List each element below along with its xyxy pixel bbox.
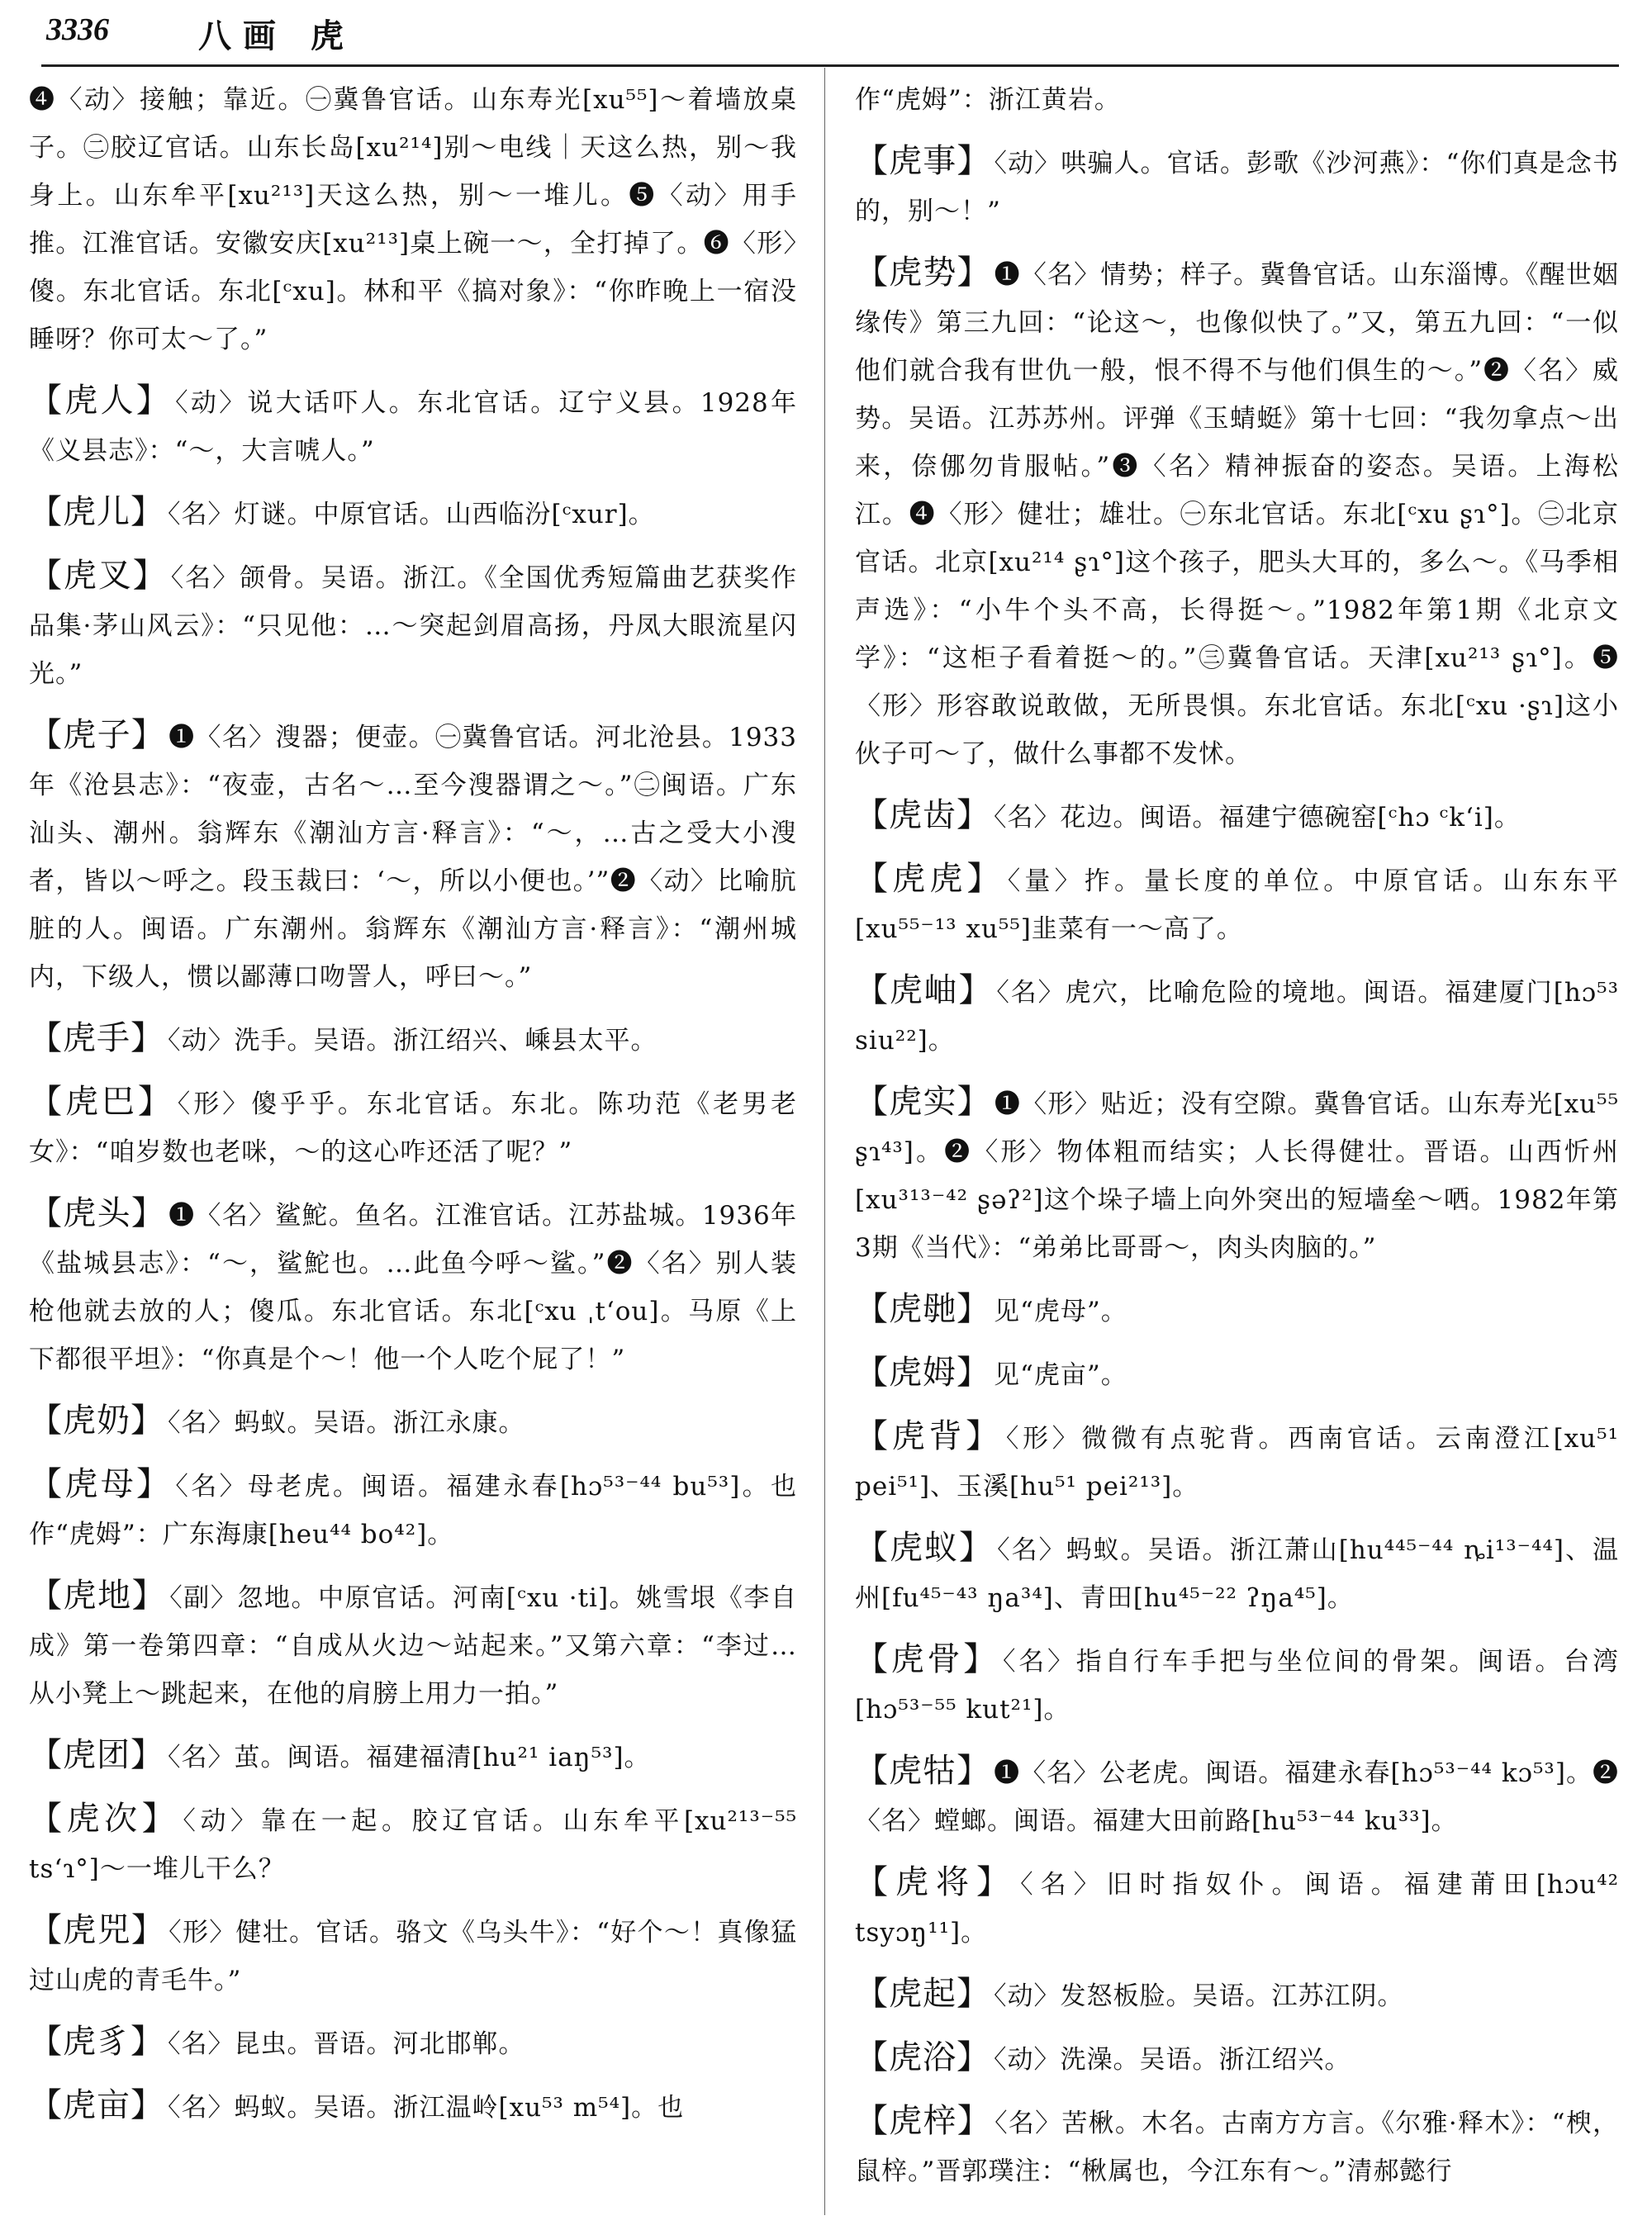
entry-headword: 【虎亩】 [29,2086,164,2124]
entry-headword: 【虎姆】 [855,1354,990,1392]
entry-headword: 【虎梓】 [855,2102,992,2140]
entry-headword: 【虎地】 [29,1577,167,1615]
entry-definition: ❶〈名〉情势；样子。冀鲁官话。山东淄博。《醒世姻缘传》第三九回：“论这～，也像似快了。”又，第五九回：“一似他们就合我有世仇一般，恨不得不与他们俱生的～。”❷〈名〉威势。吴语。江苏苏州。评弹《玉蜻蜓》第十七回：“我勿拿点～出来，倷㑚勿肯服帖。”❸〈名〉精神振奋的姿态。吴语。上海松江。❹〈形〉健壮；雄壮。㊀东北官话。东北[ᶜxu ʂɿ°]。㊁北京官话。北京[xu²¹⁴ ʂɿ°]这个孩子，肥头大耳的，多么～。《马季相声选》：“小牛个头不高，长得挺～。”1982年第1期《北京文学》：“这柜子看着挺～的。”㊂冀鲁官话。天津[xu²¹³ ʂɿ°]。❺〈形〉形容敢说敢做，无所畏惧。东北官话。东北[ᶜxu ·ʂɿ]这小伙子可～了，做什么事都不发怵。 [855,260,1619,769]
dictionary-entry [855,1412,1619,1511]
entry-headword: 【虎叉】 [29,557,168,595]
entry-headword: 【虎将】 [855,1863,1018,1901]
entry-definition: 〈名〉灯谜。中原官话。山西临汾[ᶜxur]。 [168,500,655,529]
dictionary-entry [855,1524,1619,1622]
entry-headword: 【虎豸】 [29,2023,164,2061]
entry-headword: 【虎骨】 [855,1640,999,1678]
entry-headword: 【虎势】 [855,254,991,292]
entry-headword: 【虎虎】 [855,860,1004,898]
dictionary-entry [855,249,1619,778]
entry-definition: ❶〈名〉鲨鮀。鱼名。江淮官话。江苏盐城。1936年《盐城县志》：“～，鲨鮀也。…此鱼今呼～鲨。”❷〈名〉别人装枪他就去放的人；傻瓜。东北官话。东北[ᶜxu ˌtʻou]。马原《上下都很平坦》：“你真是个～！他一个人吃个屁了！” [29,1201,797,1374]
dictionary-entry [855,1858,1619,1957]
entry-definition: 〈量〉拃。量长度的单位。中原官话。山东东平[xu⁵⁵⁻¹³ xu⁵⁵]韭菜有一～高了。 [855,866,1619,944]
entry-definition: 〈副〉忽地。中原官话。河南[ᶜxu ·ti]。姚雪垠《李自成》第一卷第四章：“自成从火边～站起来。”又第六章：“李过…从小凳上～跳起来，在他的肩膀上用力一拍。” [29,1583,797,1709]
entry-definition: 〈动〉靠在一起。胶辽官话。山东牟平[xu²¹³⁻⁵⁵ tsʻɿ°]～一堆儿干么？ [29,1806,797,1884]
entry-definition: 〈名〉虎穴，比喻危险的境地。闽语。福建厦门[hɔ⁵³ siu²²]。 [855,978,1619,1056]
entry-definition: 〈形〉健壮。官话。骆文《乌头牛》：“好个～！真像猛过山虎的青毛牛。” [29,1918,797,1995]
dictionary-entry [855,1747,1619,1845]
entry-headword: 【虎巴】 [29,1083,174,1121]
dictionary-entry [29,76,797,363]
entry-headword: 【虎手】 [29,1019,164,1057]
dictionary-entry [29,377,797,475]
entry-definition: 见“虎亩”。 [994,1360,1127,1390]
entry-definition: ❶〈名〉溲器；便壶。㊀冀鲁官话。河北沧县。1933年《沧县志》：“夜壶，古名～…至今溲器谓之～。”㊁闽语。广东汕头、潮州。翁辉东《潮汕方言·释言》：“～，…古之受大小溲者，皆以～呼之。段玉裁曰：‘～，所以小便也。’”❷〈动〉比喻肮脏的人。闽语。广东潮州。翁辉东《潮汕方言·释言》：“潮州城内，下级人，惯以鄙薄口吻詈人，呼曰～。” [29,723,797,992]
entry-definition: 〈名〉昆虫。晋语。河北邯郸。 [168,2029,525,2059]
entry-definition: ❶〈名〉公老虎。闽语。福建永春[hɔ⁵³⁻⁴⁴ kɔ⁵³]。❷〈名〉螳螂。闽语。福建大田前路[hu⁵³⁻⁴⁴ ku³³]。 [855,1758,1619,1836]
entry-definition: 〈名〉花边。闽语。福建宁德碗窑[ᶜhɔ ᶜkʻi]。 [994,803,1521,833]
entry-definition: 〈动〉发怒板脸。吴语。江苏江阴。 [994,1981,1404,2011]
entry-headword: 【虎背】 [855,1417,1003,1455]
entry-definition: 〈形〉傻乎乎。东北官话。东北。陈功范《老男老女》：“咱岁数也老咪，～的这心咋还活了呢？” [29,1089,797,1167]
dictionary-entry [29,2018,797,2068]
entry-definition: 〈名〉蚂蚁。吴语。浙江萧山[hu⁴⁴⁵⁻⁴⁴ ȵi¹³⁻⁴⁴]、温州[fu⁴⁵⁻⁴³ ŋa³⁴]、青田[hu⁴⁵⁻²² ʔŋa⁴⁵]。 [855,1535,1619,1613]
dictionary-entry [855,1970,1619,2020]
entry-definition: 〈名〉旧时指奴仆。闽语。福建莆田[hɔu⁴² tsyɔŋ¹¹]。 [855,1870,1619,1948]
column-divider [824,68,825,2215]
dictionary-entry [29,1189,797,1383]
dictionary-entry [29,488,797,539]
entry-headword: 【虎起】 [855,1975,990,2013]
entry-headword: 【虎岫】 [855,971,994,1009]
entry-definition: 〈形〉微微有点驼背。西南官话。云南澄江[xu⁵¹ pei⁵¹]、玉溪[hu⁵¹ pei²¹³]。 [855,1424,1619,1502]
entry-headword: 【虎实】 [855,1083,991,1121]
entry-headword: 【虎团】 [29,1736,164,1774]
entry-headword: 【虎毑】 [855,1290,990,1328]
dictionary-entry [29,1731,797,1782]
dictionary-entry [29,711,797,1001]
dictionary-entry [855,966,1619,1065]
right-column [855,76,1619,2207]
page-number: 3336 [46,12,109,47]
left-column [29,76,797,2207]
entry-headword: 【虎人】 [29,382,173,420]
entry-definition: 〈动〉洗澡。吴语。浙江绍兴。 [994,2045,1351,2075]
dictionary-entry [29,1906,797,2005]
entry-definition: 〈名〉茧。闽语。福建福清[hu²¹ iaŋ⁵³]。 [168,1743,651,1772]
dictionary-entry [855,1349,1619,1399]
entry-definition: 〈名〉母老虎。闽语。福建永春[hɔ⁵³⁻⁴⁴ bu⁵³]。也作“虎姆”：广东海康[heu⁴⁴ bo⁴²]。 [29,1472,797,1549]
entry-headword: 【虎蚁】 [855,1529,995,1567]
entry-headword: 【虎浴】 [855,2038,990,2076]
page-header [41,0,1619,67]
entry-headword: 【虎儿】 [29,493,164,531]
section-title: 八画 虎 [198,17,355,55]
entry-definition: ❶〈形〉贴近；没有空隙。冀鲁官话。山东寿光[xu⁵⁵ ʂɿ⁴³]。❷〈形〉物体粗而结实；人长得健壮。晋语。山西忻州[xu³¹³⁻⁴² ʂəʔ²]这个垛子墙上向外突出的短墙垒～哂。1982年第3期《当代》：“弟弟比哥哥～，肉头肉脑的。” [855,1089,1619,1263]
entry-definition: 〈名〉蚂蚁。吴语。浙江温岭[xu⁵³ m⁵⁴]。也 [168,2093,685,2123]
dictionary-entry [855,1285,1619,1336]
dictionary-entry [855,2097,1619,2195]
entry-definition: 〈名〉颌骨。吴语。浙江。《全国优秀短篇曲艺获奖作品集·茅山风云》：“只见他：…～突起剑眉高扬，丹凤大眼流星闪光。” [29,563,797,689]
entry-headword: 【虎母】 [29,1465,173,1503]
entry-definition: ❹〈动〉接触；靠近。㊀冀鲁官话。山东寿光[xu⁵⁵]～着墙放桌子。㊁胶辽官话。山东长岛[xu²¹⁴]别～电线｜天这么热，别～我身上。山东牟平[xu²¹³]天这么热，别～一堆儿。❺〈动〉用手推。江淮官话。安徽安庆[xu²¹³]桌上碗一～，全打掉了。❻〈形〉傻。东北官话。东北[ᶜxu]。林和平《搞对象》：“你昨晚上一宿没睡呀？你可太～了。” [29,85,797,354]
dictionary-entry [855,855,1619,953]
dictionary-entry [29,1397,797,1447]
entry-headword: 【虎牯】 [855,1752,991,1790]
entry-definition: 〈名〉苦楸。木名。古南方方言。《尔雅·释木》：“楰，鼠梓。”晋郭璞注：“楸属也，今江东有～。”清郝懿行 [855,2109,1619,2186]
dictionary-entry [855,2033,1619,2084]
dictionary-entry [855,1078,1619,1272]
dictionary-entry [29,1460,797,1559]
dictionary-entry [29,1795,797,1893]
dictionary-entry [855,1635,1619,1734]
dictionary-entry [29,1014,797,1065]
entry-definition: 见“虎母”。 [994,1297,1127,1326]
dictionary-entry [29,1572,797,1718]
dictionary-entry [29,2081,797,2132]
entry-headword: 【虎齿】 [855,796,990,834]
entry-headword: 【虎次】 [29,1800,180,1838]
entry-definition: 〈名〉指自行车手把与坐位间的骨架。闽语。台湾[hɔ⁵³⁻⁵⁵ kut²¹]。 [855,1647,1619,1725]
dictionary-entry [855,791,1619,842]
entry-headword: 【虎事】 [855,142,991,180]
dictionary-entry [29,1078,797,1176]
entry-headword: 【虎兕】 [29,1911,166,1949]
entry-headword: 【虎奶】 [29,1402,164,1440]
entry-definition: 〈动〉说大话吓人。东北官话。辽宁义县。1928年《义县志》：“～，大言唬人。” [29,388,797,466]
entry-definition: 作“虎姆”：浙江黄岩。 [855,85,1121,115]
entry-definition: 〈动〉洗手。吴语。浙江绍兴、嵊县太平。 [168,1026,657,1056]
dictionary-entry [855,76,1619,124]
entry-definition: 〈名〉蚂蚁。吴语。浙江永康。 [168,1408,525,1438]
dictionary-entry [29,552,797,698]
entry-headword: 【虎子】 [29,716,166,754]
dictionary-entry [855,137,1619,235]
entry-definition: 〈动〉哄骗人。官话。彭歌《沙河燕》：“你们真是念书的，别～！” [855,149,1619,226]
entry-headword: 【虎头】 [29,1194,166,1232]
